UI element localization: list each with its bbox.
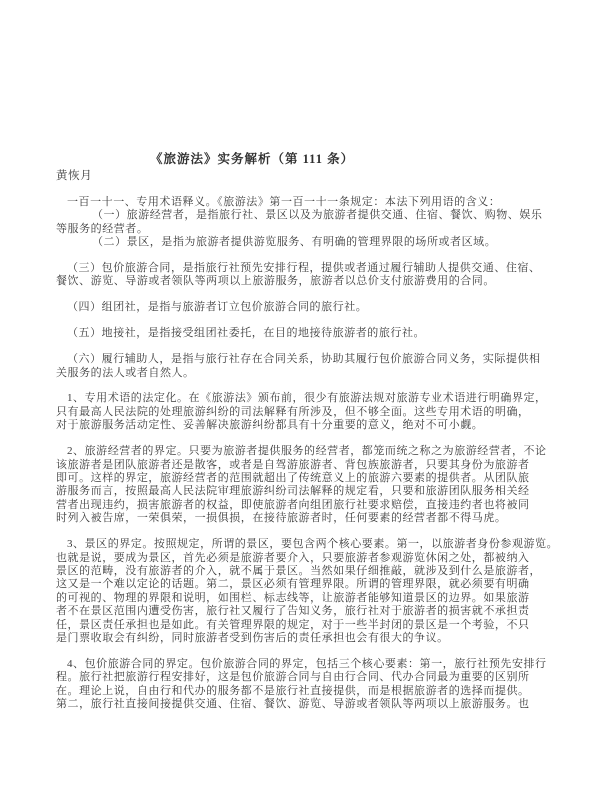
text-line: 餐饮、游览、导游或者领队等两项以上旅游服务，旅游者以总价支付旅游费用的合同。 <box>56 275 495 288</box>
paragraph <box>56 301 556 314</box>
text-line: 2、旅游经营者的界定。只要为旅游者提供服务的经营者，都笼而统之称之为旅游经营者，不论 <box>67 445 547 458</box>
text-line: 1、专用术语的法定化。在《旅游法》颁布前，很少有旅游法规对旅游专业术语进行明确界定， <box>67 392 547 405</box>
text-line: （二）景区，是指为旅游者提供游览服务、有明确的管理界限的场所或者区域。 <box>92 236 497 249</box>
text-line: （五）地接社，是指接受组团社委托，在目的地接待旅游者的旅行社。 <box>67 327 426 340</box>
paragraph <box>56 445 556 525</box>
text-line: 只有最高人民法院的处理旅游纠纷的司法解释有所涉及，但不够全面。这些专用术语的明确， <box>56 405 530 418</box>
text-line: 3、景区的界定。按照规定，所谓的景区，要包含两个核心要素。第一，以旅游者身份参观游览。 <box>67 538 559 551</box>
text-line: 对于旅游服务活动定性、妥善解决旅游纠纷都具有十分重要的意义，绝对不可小觑。 <box>56 419 484 432</box>
paragraph <box>56 262 556 289</box>
text-line: 程。旅行社把旅游行程安排好，这是包价旅游合同与自由行合同、代办合同最为重要的区别所 <box>56 671 530 684</box>
text-line: 一百一十一、专用术语释义。《旅游法》第一百一十一条规定：本法下列用语的含义： <box>67 195 501 208</box>
document-title: 《旅游法》实务解析（第 111 条） <box>150 152 355 166</box>
text-line: 营者出现违约，损害旅游者的权益，即使旅游者向组团旅行社要求赔偿，直接违约者也将被同 <box>56 498 530 511</box>
text-line: 时列入被告席，一荣俱荣，一损俱损，在接待旅游者时，任何要素的经营者都不得马虎。 <box>56 512 507 525</box>
text-line: 在。理论上说，自由行和代办的服务都不是旅行社直接提供，而是根据旅游者的选择而提供。 <box>56 684 530 697</box>
paragraph <box>56 538 559 645</box>
text-line: 即可。这样的界定，旅游经营者的范围就超出了传统意义上的旅游六要素的提供者。从团队旅 <box>56 472 530 484</box>
text-line: （一）旅游经营者，是指旅行社、景区以及为旅游者提供交通、住宿、餐饮、购物、娱乐 <box>92 209 543 222</box>
text-line: （三）包价旅游合同，是指旅行社预先安排行程，提供或者通过履行辅助人提供交通、住宿、 <box>67 262 541 275</box>
paragraph <box>56 658 556 712</box>
document-author: 黄恢月 <box>56 170 93 182</box>
paragraph <box>56 196 556 250</box>
text-line: 景区的范畴，没有旅游者的介入，就不属于景区。当然如果仔细推敲，就涉及到什么是旅游者， <box>56 564 542 577</box>
text-line: 也就是说，要成为景区，首先必须是旅游者要介入，只要旅游者参观游览休闲之处，都被纳入 <box>56 551 530 564</box>
text-line: 的可视的、物理的界限和说明，如围栏、标志线等，让旅游者能够知道景区的边界。如果旅游 <box>56 591 530 604</box>
text-line: 等服务的经营者。 <box>56 222 149 235</box>
paragraph <box>56 392 556 432</box>
text-line: 这又是一个难以定论的话题。第二，景区必须有管理界限。所谓的管理界限，就必须要有明确 <box>56 578 530 591</box>
text-line: （六）履行辅助人，是指与旅行社存在合同关系，协助其履行包价旅游合同义务，实际提供相 <box>67 353 541 366</box>
text-line: 4、包价旅游合同的界定。包价旅游合同的界定，包括三个核心要素：第一，旅行社预先安排行 <box>67 657 547 670</box>
paragraph <box>56 327 556 340</box>
text-line: 游服务而言，按照最高人民法院审理旅游纠纷司法解释的规定看，只要和旅游团队服务相关经 <box>56 485 530 498</box>
text-line: 第二，旅行社直接间接提供交通、住宿、餐饮、游览、导游或者领队等两项以上旅游服务。也 <box>56 698 530 711</box>
text-line: 该旅游者是团队旅游者还是散客，或者是自驾游旅游者、背包族旅游者，只要其身份为旅游者 <box>56 458 530 471</box>
text-line: 是门票收取会有纠纷，同时旅游者受到伤害后的责任承担也会有很大的争议。 <box>56 631 449 644</box>
document-content <box>56 152 559 712</box>
paragraph <box>56 353 556 380</box>
document-body <box>56 195 559 712</box>
text-line: 任，景区责任承担也是如此。有关管理界限的规定，对于一些半封闭的景区是一个考验，不只 <box>56 618 530 631</box>
text-line: （四）组团社，是指与旅游者订立包价旅游合同的旅行社。 <box>67 301 368 314</box>
text-line: 者不在景区范围内遭受伤害，旅行社又履行了告知义务，旅行社对于旅游者的损害就不承担责 <box>56 605 530 618</box>
text-line: 关服务的法人或者自然人。 <box>56 366 195 379</box>
